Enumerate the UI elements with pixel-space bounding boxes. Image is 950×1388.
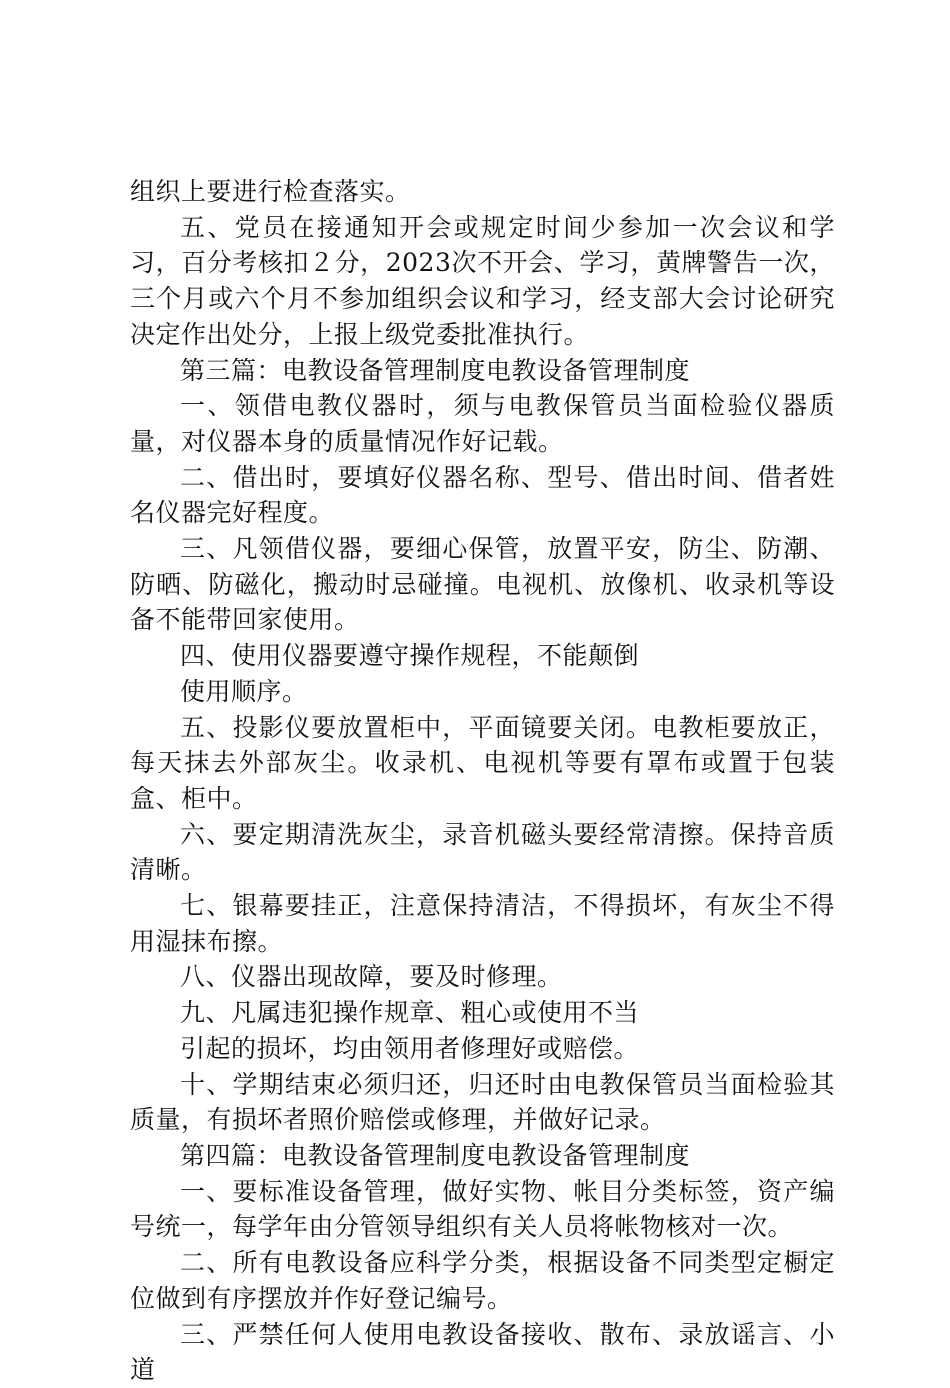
paragraph-item-4-continued: 使用顺序。	[180, 676, 308, 706]
paragraph-item-3: 三、凡领借仪器，要细心保管，放置平安，防尘、防潮、防晒、防磁化，搬动时忌碰撞。电视机、放像机、收录机等设备不能带回家使用。	[130, 534, 835, 635]
paragraph-item-2: 二、借出时，要填好仪器名称、型号、借出时间、借者姓名仪器完好程度。	[130, 462, 835, 528]
paragraph-item-9: 九、凡属违犯操作规章、粗心或使用不当	[180, 998, 640, 1028]
paragraph-item-1b: 一、要标准设备管理，做好实物、帐目分类标签，资产编号统一，每学年由分管领导组织有关人员将帐物核对一次。	[130, 1176, 835, 1242]
paragraph-item-4: 四、使用仪器要遵守操作规程，不能颠倒	[180, 641, 640, 671]
paragraph-continuation: 组织上要进行检查落实。	[130, 177, 411, 206]
paragraph-item-3b: 三、严禁任何人使用电教设备接收、散布、录放谣言、小道	[130, 1319, 835, 1385]
paragraph-item-5: 五、党员在接通知开会或规定时间少参加一次会议和学习，百分考核扣２分，2023次不开会、学习，黄牌警告一次，三个月或六个月不参加组织会议和学习，经支部大会讨论研究决定作出处分，上报上级党委批准执行。	[130, 212, 835, 349]
paragraph-item-9-continued: 引起的损坏，均由领用者修理好或赔偿。	[180, 1033, 640, 1063]
paragraph-item-2b: 二、所有电教设备应科学分类，根据设备不同类型定橱定位做到有序摆放并作好登记编号。	[130, 1248, 835, 1313]
paragraph-item-10: 十、学期结束必须归还，归还时由电教保管员当面检验其质量，有损坏者照价赔偿或修理，并做好记录。	[130, 1069, 835, 1135]
section-heading-4: 第四篇：电教设备管理制度电教设备管理制度	[180, 1140, 691, 1170]
paragraph-item-5b: 五、投影仪要放置柜中，平面镜要关闭。电教柜要放正，每天抹去外部灰尘。收录机、电视机等要有罩布或置于包装盒、柜中。	[130, 712, 835, 813]
paragraph-item-6: 六、要定期清洗灰尘，录音机磁头要经常清擦。保持音质清晰。	[130, 819, 835, 885]
section-heading-3: 第三篇：电教设备管理制度电教设备管理制度	[180, 355, 691, 385]
document-body	[130, 174, 835, 1388]
paragraph-item-1: 一、领借电教仪器时，须与电教保管员当面检验仪器质量，对仪器本身的质量情况作好记载。	[130, 391, 835, 456]
paragraph-item-8: 八、仪器出现故障，要及时修理。	[180, 962, 563, 992]
paragraph-item-7: 七、银幕要挂正，注意保持清洁，不得损坏，有灰尘不得用湿抹布擦。	[130, 891, 835, 956]
